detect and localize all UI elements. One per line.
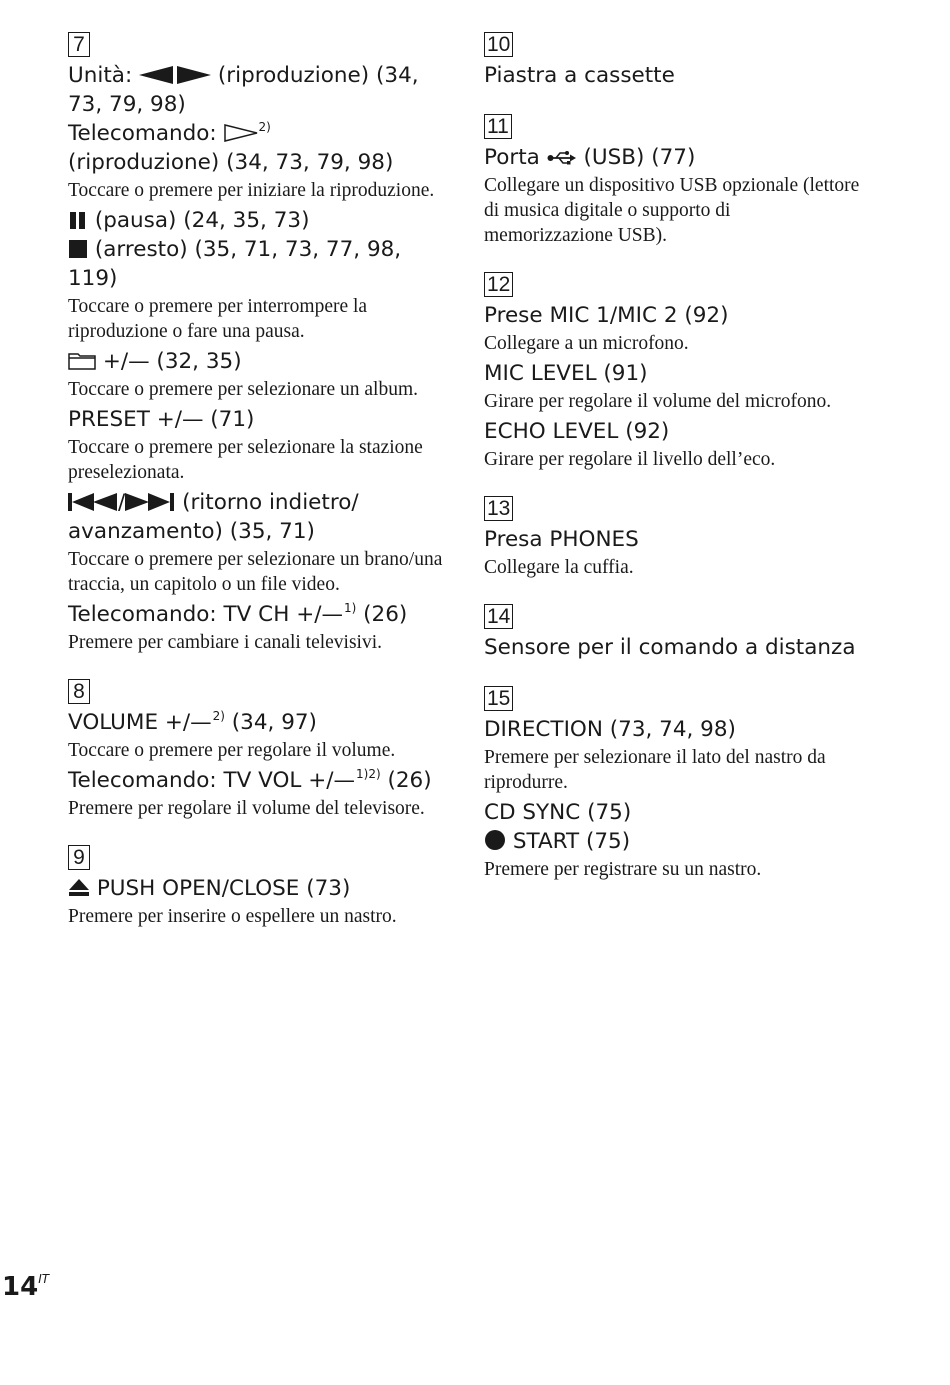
tv-vol-heading [68, 766, 448, 795]
section-number: 7 [68, 32, 90, 57]
tv-ch-heading [68, 600, 448, 629]
section-11 [484, 112, 864, 248]
album-label: +/— (32, 35) [96, 349, 242, 374]
section-number: 9 [68, 845, 90, 870]
stop-label: (arresto) (35, 71, 73, 77, 98, 119) [68, 237, 402, 291]
section-number: 8 [68, 679, 90, 704]
tv-ch-label: Telecomando: TV CH +/— [68, 602, 343, 627]
usb-prefix: Porta [484, 145, 547, 170]
mic-heading: Prese MIC 1/MIC 2 (92) [484, 303, 729, 328]
echo-level-heading: ECHO LEVEL (92) [484, 419, 670, 444]
volume-description: Toccare o premere per regolare il volume. [68, 740, 396, 761]
unit-play-label: (riproduzione) (34, 73, 79, 98) [68, 63, 419, 117]
play-outline-icon [224, 124, 258, 142]
section-15 [484, 684, 864, 882]
page-number-value: 14 [2, 1272, 39, 1302]
tv-vol-description: Premere per regolare il volume del televisore. [68, 798, 425, 819]
phones-description: Collegare la cuffia. [484, 557, 634, 578]
echo-level-description: Girare per regolare il livello dell’eco. [484, 449, 776, 470]
page-locale: IT [38, 1272, 50, 1286]
start-description: Premere per registrare su un nastro. [484, 859, 762, 880]
unit-play-heading [68, 61, 448, 119]
pause-heading [68, 206, 448, 235]
direction-heading: DIRECTION (73, 74, 98) [484, 717, 736, 742]
unit-prefix: Unità: [68, 63, 140, 88]
tv-ch-description: Premere per cambiare i canali televisivi. [68, 632, 383, 653]
eject-description: Premere per inserire o espellere un nastro. [68, 906, 397, 927]
footnote-ref: 1)2) [356, 767, 381, 781]
section-number: 10 [484, 32, 513, 57]
section-10 [484, 30, 864, 90]
remote-sensor-heading: Sensore per il comando a distanza [484, 635, 856, 660]
volume-refs: (34, 97) [224, 710, 317, 735]
start-heading [484, 827, 864, 856]
left-column [68, 30, 448, 951]
pause-icon [68, 211, 88, 229]
section-12 [484, 270, 864, 472]
section-number: 15 [484, 686, 513, 711]
usb-port-heading [484, 143, 864, 172]
preset-heading: PRESET +/— (71) [68, 407, 255, 432]
mic-level-description: Girare per regolare il volume del microfono. [484, 391, 832, 412]
section-number: 13 [484, 496, 513, 521]
stop-heading [68, 235, 448, 293]
footnote-ref: 2) [258, 120, 271, 134]
mic-level-heading: MIC LEVEL (91) [484, 361, 648, 386]
section-13 [484, 494, 864, 580]
play-reverse-forward-icon [139, 66, 211, 84]
cassette-deck-heading: Piastra a cassette [484, 63, 675, 88]
tv-vol-refs: (26) [380, 768, 432, 793]
section-number: 12 [484, 272, 513, 297]
section-14 [484, 602, 864, 662]
skip-separator: / [118, 490, 126, 515]
skip-description: Toccare o premere per selezionare un brano/una traccia, un capitolo o un file video. [68, 549, 443, 595]
preset-description: Toccare o premere per selezionare la stazione preselezionata. [68, 437, 423, 483]
album-description: Toccare o premere per selezionare un album. [68, 379, 418, 400]
footnote-ref: 1) [343, 601, 357, 615]
remote-play-label: (riproduzione) (34, 73, 79, 98) [68, 150, 394, 175]
play-description: Toccare o premere per iniziare la riproduzione. [68, 180, 435, 201]
page-number [2, 1272, 49, 1302]
folder-icon [68, 352, 96, 370]
skip-label: (ritorno indietro/ avanzamento) (35, 71) [68, 490, 359, 544]
usb-description: Collegare un dispositivo USB opzionale (lettore di musica digitale o supporto di memorizzazione USB). [484, 175, 860, 246]
right-column [484, 30, 864, 904]
section-9 [68, 843, 448, 929]
section-8 [68, 677, 448, 821]
skip-next-icon [125, 493, 175, 511]
footnote-ref: 2) [212, 709, 225, 723]
record-icon [484, 830, 506, 850]
start-label: START (75) [506, 829, 631, 854]
usb-label: (USB) (77) [576, 145, 696, 170]
direction-description: Premere per selezionare il lato del nastro da riprodurre. [484, 747, 826, 793]
skip-previous-icon [68, 493, 118, 511]
section-7 [68, 30, 448, 655]
volume-label: VOLUME +/— [68, 710, 212, 735]
album-heading [68, 347, 448, 376]
phones-heading: Presa PHONES [484, 527, 639, 552]
section-number: 11 [484, 114, 512, 139]
eject-icon [68, 879, 90, 897]
volume-heading [68, 708, 448, 737]
pause-label: (pausa) (24, 35, 73) [88, 208, 310, 233]
stop-icon [68, 240, 88, 258]
tv-vol-label: Telecomando: TV VOL +/— [68, 768, 356, 793]
eject-label: PUSH OPEN/CLOSE (73) [90, 876, 351, 901]
section-number: 14 [484, 604, 513, 629]
stop-description: Toccare o premere per interrompere la riproduzione o fare una pausa. [68, 296, 368, 342]
usb-icon [547, 150, 577, 166]
skip-heading [68, 488, 448, 546]
mic-description: Collegare a un microfono. [484, 333, 689, 354]
tv-ch-refs: (26) [356, 602, 408, 627]
cd-sync-heading: CD SYNC (75) [484, 800, 632, 825]
remote-prefix: Telecomando: [68, 121, 224, 146]
remote-play-heading [68, 119, 448, 177]
eject-heading [68, 874, 448, 903]
